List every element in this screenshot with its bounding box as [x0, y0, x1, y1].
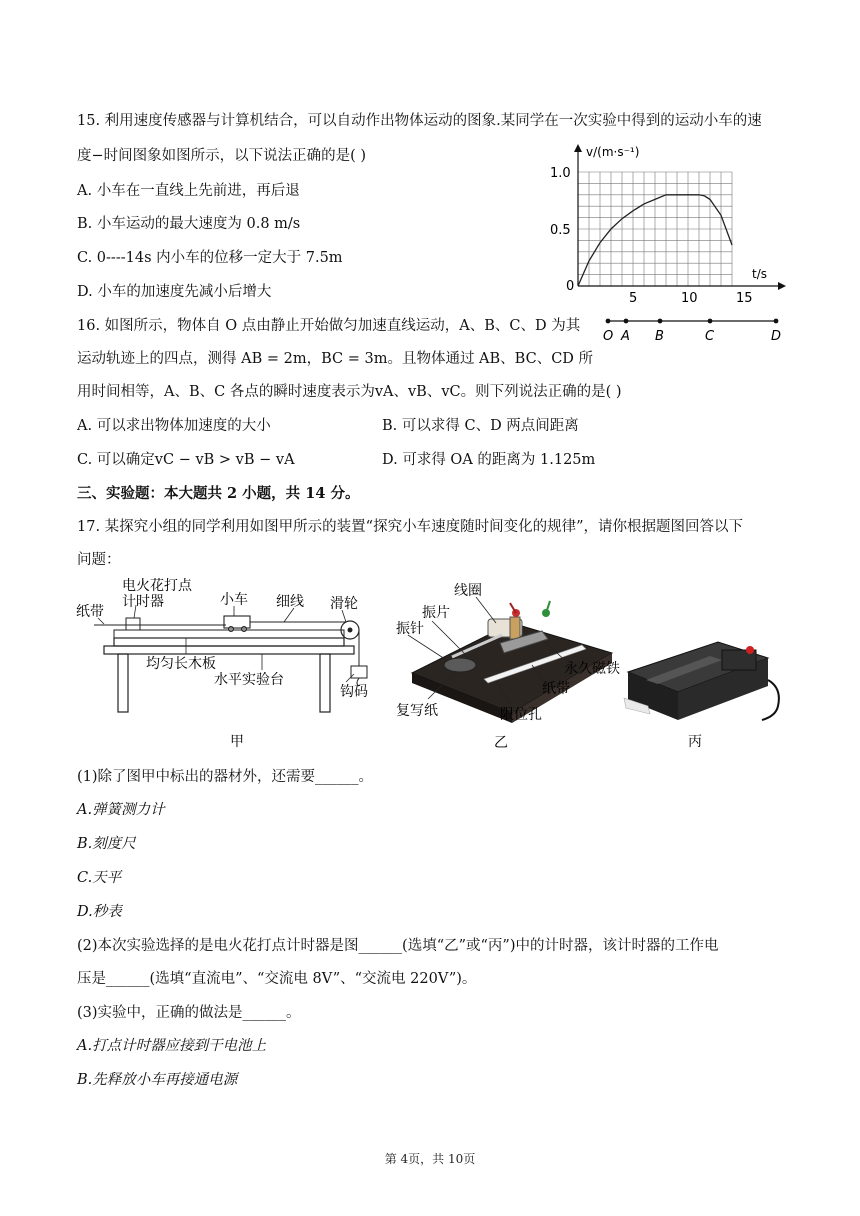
- label-vibrating-needle: 振针: [396, 621, 424, 637]
- q16-line2: 运动轨迹上的四点，测得 AB = 2m，BC = 3m。且物体通过 AB、BC、CD 所: [77, 351, 594, 367]
- caption-yi: 乙: [494, 735, 508, 751]
- q17-line1: 17. 某探究小组的同学利用如图甲所示的装置“探究小车速度随时间变化的规律”，请你根据题图回答以下: [77, 519, 743, 535]
- point-b-label: B: [655, 329, 664, 344]
- label-carbon-paper: 复写纸: [396, 703, 438, 719]
- q15-vt-chart: [540, 140, 790, 305]
- q16-line3: 用时间相等，A、B、C 各点的瞬时速度表示为vA、vB、vC。则下列说法正确的是( ): [77, 384, 622, 400]
- q16-line-diagram: [596, 312, 792, 346]
- figure-yi-timer-photo: [392, 583, 622, 751]
- label-paper-tape: 纸带: [76, 604, 104, 620]
- q15-option-c: C. 0----14s 内小车的位移一定大于 7.5m: [77, 250, 343, 266]
- label-paper-tape-yi: 纸带: [542, 681, 570, 697]
- chart-x-tick-label: 15: [736, 291, 753, 305]
- label-spark-timer-1: 电火花打点: [122, 578, 192, 594]
- q15-line1: 15. 利用速度传感器与计算机结合，可以自动作出物体运动的图象.某同学在一次实验中得到的运动小车的速: [77, 113, 762, 129]
- chart-y-tick-label: 0.5: [550, 223, 571, 238]
- q17-part1-option-d: D.秒表: [77, 904, 122, 920]
- q16-option-a: A. 可以求出物体加速度的大小: [77, 418, 271, 434]
- point-c-label: C: [705, 329, 715, 344]
- label-spark-timer-2: 计时器: [122, 594, 164, 610]
- q17-part1-option-a: A.弹簧测力计: [77, 802, 165, 818]
- figure-bing-timer-photo: [618, 628, 788, 751]
- q17-part1-option-c: C.天平: [77, 870, 122, 886]
- q17-part3: (3)实验中，正确的做法是______。: [77, 1005, 301, 1021]
- chart-x-tick-label: 5: [629, 291, 638, 305]
- point-d-label: D: [771, 329, 782, 344]
- caption-bing: 丙: [688, 734, 702, 750]
- label-vibrating-plate: 振片: [422, 605, 450, 621]
- q17-part1-option-b: B.刻度尺: [77, 836, 136, 852]
- q15-option-b: B. 小车运动的最大速度为 0.8 m/s: [77, 216, 301, 232]
- label-permanent-magnet: 永久磁铁: [564, 661, 620, 677]
- label-string: 细线: [276, 594, 304, 610]
- chart-origin-label: 0: [566, 279, 575, 294]
- label-cart: 小车: [220, 592, 248, 608]
- caption-jia: 甲: [230, 734, 244, 750]
- q17-line2: 问题：: [77, 552, 121, 568]
- label-long-board: 均匀长木板: [146, 656, 216, 672]
- q16-option-d: D. 可求得 OA 的距离为 1.125m: [382, 452, 596, 468]
- label-hook-weight: 钩码: [340, 684, 368, 700]
- q16-option-b: B. 可以求得 C、D 两点间距离: [382, 418, 579, 434]
- q16-line1: 16. 如图所示，物体自 O 点由静止开始做匀加速直线运动，A、B、C、D 为其: [77, 318, 581, 334]
- label-coil: 线圈: [454, 583, 482, 599]
- label-limit-hole: 限位孔: [500, 707, 542, 723]
- chart-y-axis-label: v/(m·s⁻¹): [586, 145, 640, 159]
- figure-jia-apparatus: [74, 578, 384, 750]
- chart-y-tick-label: 1.0: [550, 166, 571, 181]
- point-a-label: A: [621, 329, 630, 344]
- chart-x-axis-label: t/s: [752, 267, 767, 281]
- point-o-label: O: [603, 329, 614, 344]
- q17-part3-option-a: A.打点计时器应接到干电池上: [77, 1038, 267, 1054]
- label-pulley: 滑轮: [330, 596, 358, 612]
- q15-line2: 度−时间图象如图所示，以下说法正确的是( ): [77, 148, 367, 164]
- page-footer: 第 4页，共 10页: [384, 1152, 476, 1166]
- label-lab-table: 水平实验台: [214, 672, 284, 688]
- q17-part3-option-b: B.先释放小车再接通电源: [77, 1072, 238, 1088]
- chart-x-tick-label: 10: [681, 291, 698, 305]
- q16-option-c: C. 可以确定vC − vB > vB − vA: [77, 452, 295, 468]
- q17-part1: (1)除了图甲中标出的器材外，还需要______。: [77, 769, 374, 785]
- q17-part2-line2: 压是______(选填“直流电”、“交流电 8V”、“交流电 220V”)。: [77, 971, 477, 987]
- q15-option-d: D. 小车的加速度先减小后增大: [77, 284, 272, 300]
- chart-grid: [578, 172, 732, 286]
- q15-option-a: A. 小车在一直线上先前进，再后退: [77, 183, 300, 199]
- q17-part2-line1: (2)本次实验选择的是电火花打点计时器是图______(选填“乙”或“丙”)中的计时器，该计时器的工作电: [77, 938, 719, 954]
- section-heading: 三、实验题：本大题共 2 小题，共 14 分。: [77, 485, 360, 502]
